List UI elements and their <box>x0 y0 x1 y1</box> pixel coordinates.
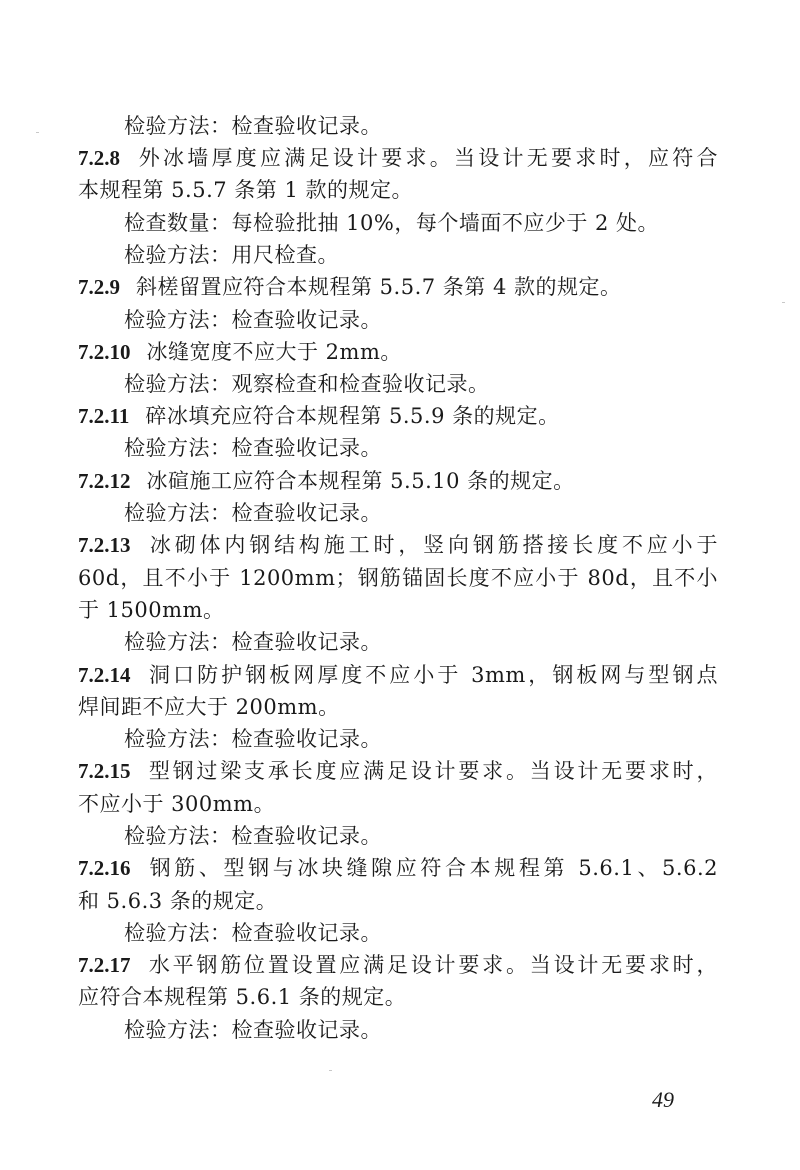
clause-7-2-16-line-2: 和 5.6.3 条的规定。 <box>78 889 278 913</box>
clause-7-2-17-line-1: 7.2.17 水平钢筋位置设置应满足设计要求。当设计无要求时， <box>78 949 718 981</box>
inspection-method-line: 检验方法：检查验收记录。 <box>124 1018 382 1042</box>
inspection-method-line: 检验方法：检查验收记录。 <box>124 501 382 525</box>
clause-number: 7.2.13 <box>78 533 131 557</box>
clause-number: 7.2.8 <box>78 146 120 170</box>
clause-7-2-10: 7.2.10 冰缝宽度不应大于 2mm。 <box>78 336 718 368</box>
clause-7-2-17-line-2: 应符合本规程第 5.6.1 条的规定。 <box>78 985 407 1009</box>
inspection-method-line: 检验方法：检查验收记录。 <box>124 824 382 848</box>
clause-number: 7.2.15 <box>78 759 131 783</box>
clause-number: 7.2.10 <box>78 340 131 364</box>
inspection-method-line: 检验方法：检查验收记录。 <box>124 436 382 460</box>
scan-speck <box>36 132 39 133</box>
inspection-method-line: 检验方法：观察检查和检查验收记录。 <box>124 372 490 396</box>
clause-7-2-8-line-1: 7.2.8 外冰墙厚度应满足设计要求。当设计无要求时，应符合 <box>78 142 718 174</box>
inspection-method-line: 检验方法：检查验收记录。 <box>124 114 382 138</box>
inspection-method-line: 检验方法：用尺检查。 <box>124 243 339 267</box>
clause-7-2-15-line-2: 不应小于 300mm。 <box>78 792 276 816</box>
scan-speck <box>329 1070 332 1071</box>
scan-speck <box>782 302 785 303</box>
inspection-method-line: 检验方法：检查验收记录。 <box>124 308 382 332</box>
clause-7-2-13-line-3: 于 1500mm。 <box>78 598 225 622</box>
inspection-method-line: 检验方法：检查验收记录。 <box>124 921 382 945</box>
clause-number: 7.2.12 <box>78 469 131 493</box>
clause-7-2-14-line-1: 7.2.14 洞口防护钢板网厚度不应小于 3mm，钢板网与型钢点 <box>78 659 718 691</box>
clause-number: 7.2.9 <box>78 275 120 299</box>
clause-7-2-12: 7.2.12 冰碹施工应符合本规程第 5.5.10 条的规定。 <box>78 465 718 497</box>
clause-7-2-16-line-1: 7.2.16 钢筋、型钢与冰块缝隙应符合本规程第 5.6.1、5.6.2 <box>78 852 718 884</box>
clause-number: 7.2.14 <box>78 663 131 687</box>
clause-7-2-8-line-2: 本规程第 5.5.7 条第 1 款的规定。 <box>78 178 413 202</box>
clause-7-2-14-line-2: 焊间距不应大于 200mm。 <box>78 695 340 719</box>
clause-7-2-9: 7.2.9 斜槎留置应符合本规程第 5.5.7 条第 4 款的规定。 <box>78 271 718 303</box>
clause-7-2-13-line-1: 7.2.13 冰砌体内钢结构施工时，竖向钢筋搭接长度不应小于 <box>78 529 718 561</box>
inspection-method-line: 检验方法：检查验收记录。 <box>124 630 382 654</box>
page-number: 49 <box>652 1087 674 1112</box>
clause-7-2-15-line-1: 7.2.15 型钢过梁支承长度应满足设计要求。当设计无要求时， <box>78 755 718 787</box>
clause-number: 7.2.17 <box>78 953 131 977</box>
inspection-method-line: 检验方法：检查验收记录。 <box>124 727 382 751</box>
clause-number: 7.2.16 <box>78 856 131 880</box>
clause-7-2-13-line-2: 60d，且不小于 1200mm；钢筋锚固长度不应小于 80d，且不小 <box>78 566 718 590</box>
clause-number: 7.2.11 <box>78 404 130 428</box>
clause-7-2-11: 7.2.11 碎冰填充应符合本规程第 5.5.9 条的规定。 <box>78 400 718 432</box>
inspection-quantity-line: 检查数量：每检验批抽 10%，每个墙面不应少于 2 处。 <box>124 211 660 235</box>
